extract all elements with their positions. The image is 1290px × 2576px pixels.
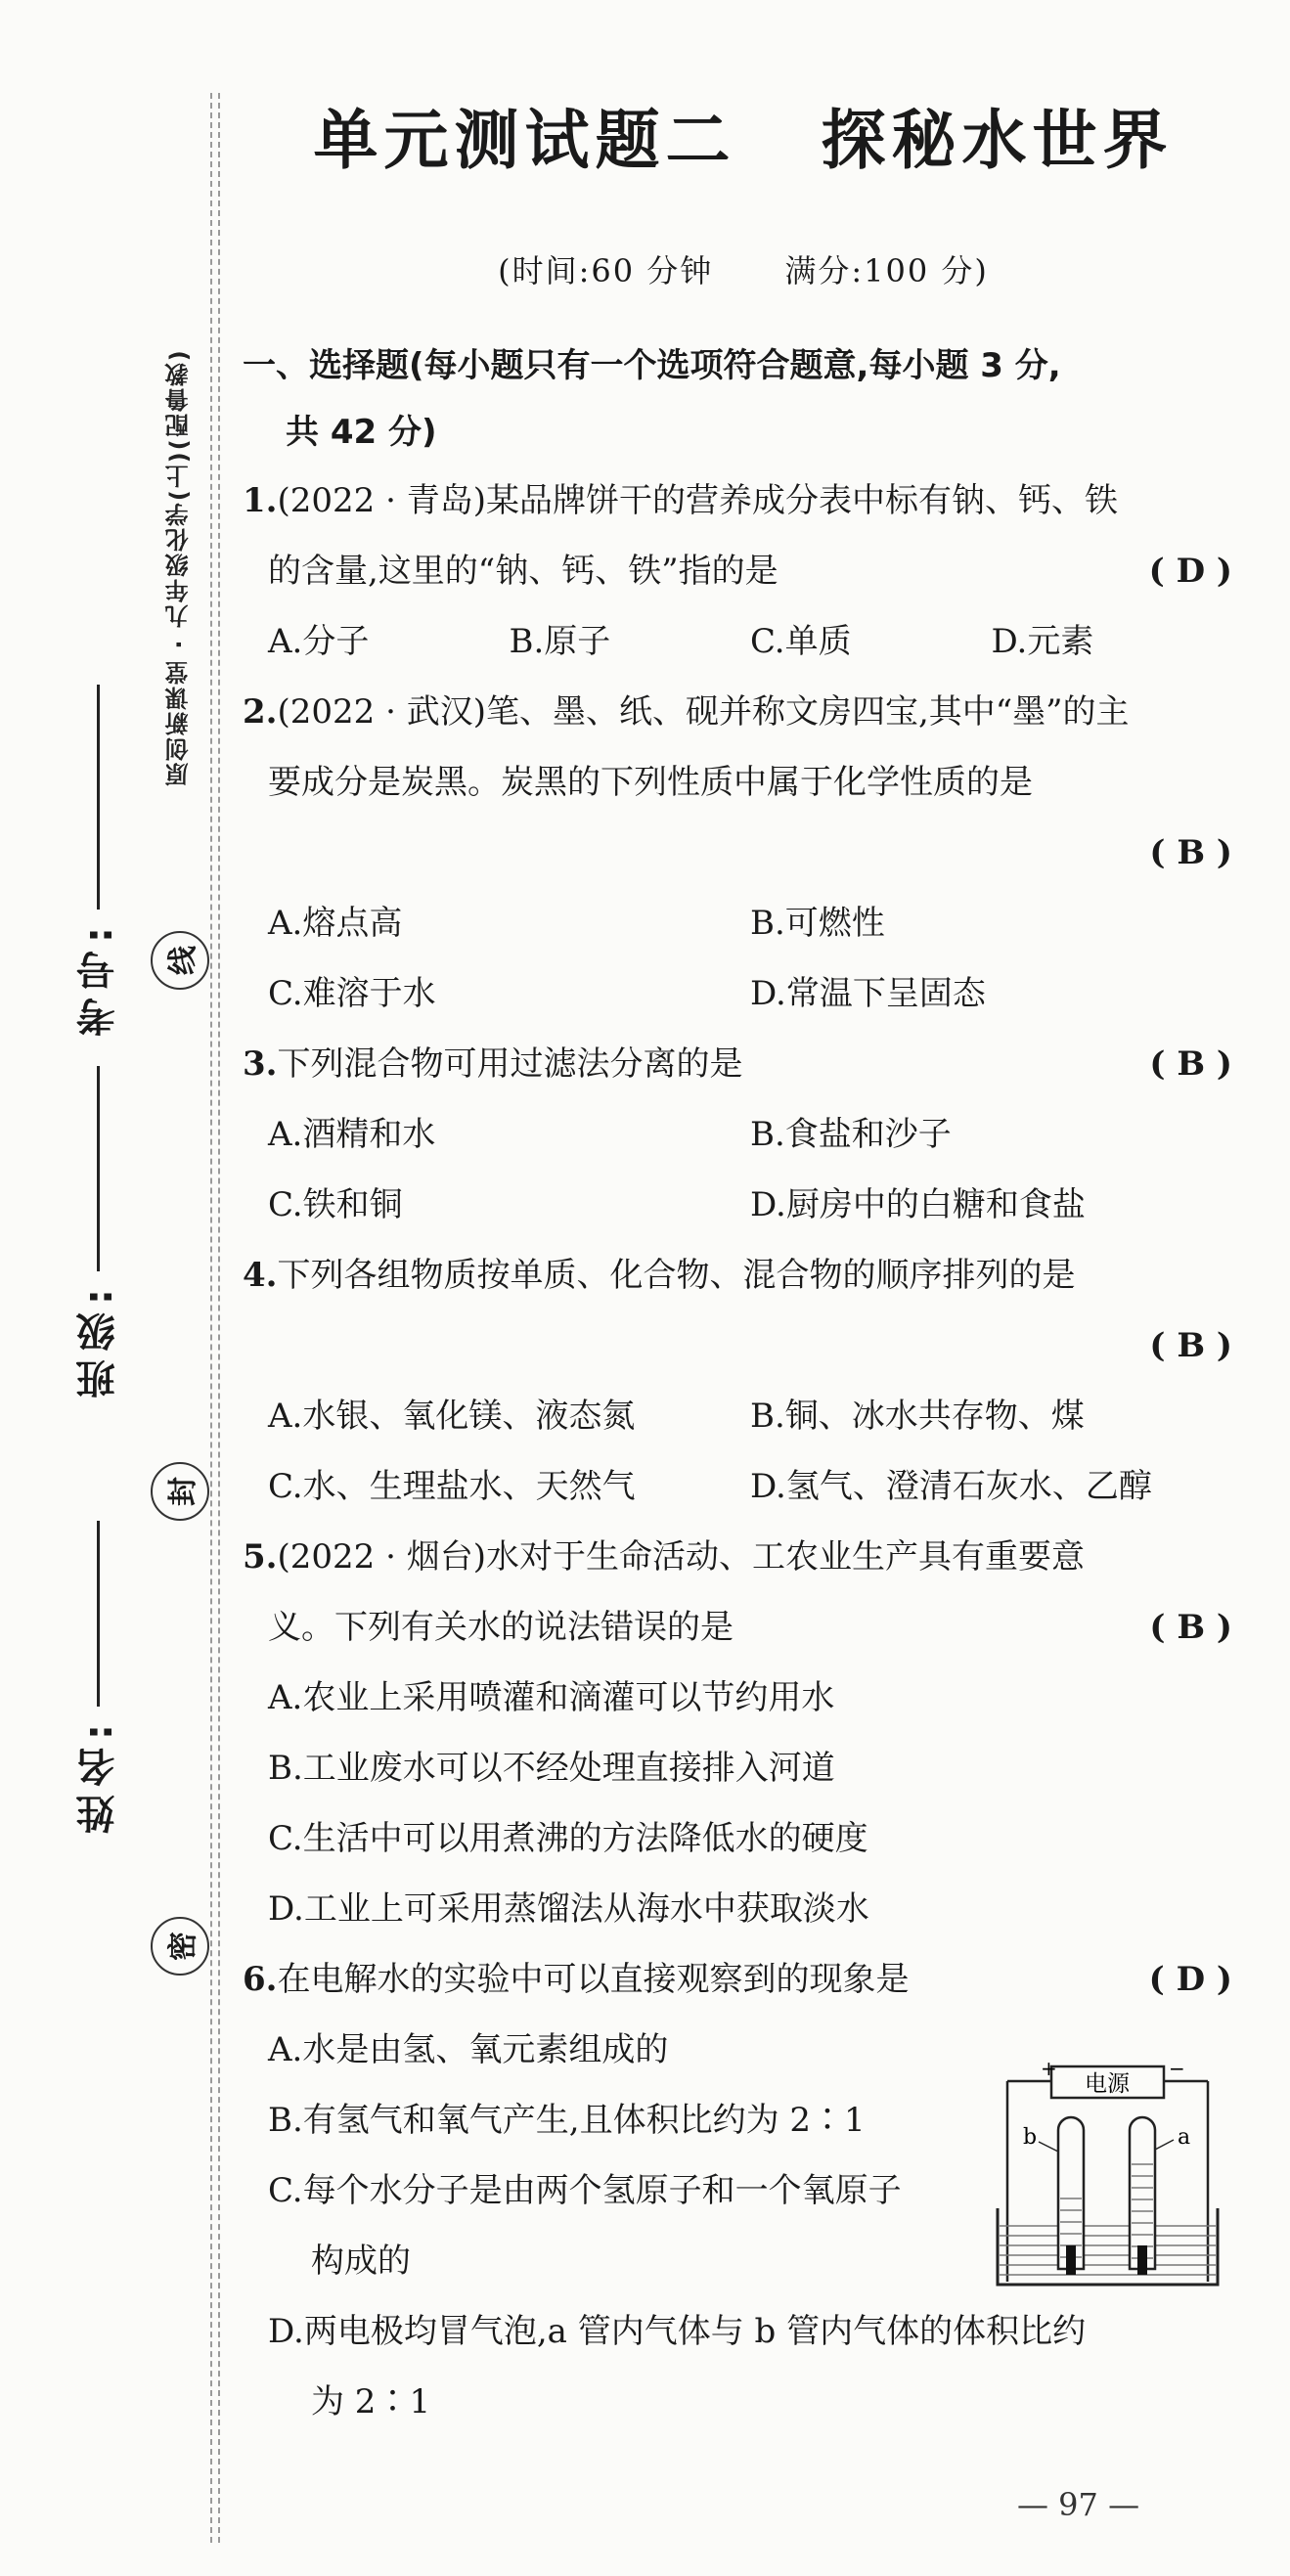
answer-mark: ( B ) — [1149, 1608, 1232, 1647]
page-number: — 97 — — [1017, 2486, 1140, 2523]
answer-mark: ( B ) — [1149, 1326, 1232, 1365]
question-4 — [243, 1240, 1232, 1522]
section-heading-line1: 一、选择题(每小题只有一个选项符合题意,每小题 3 分, — [243, 346, 1061, 385]
positive-terminal-sign: + — [1041, 2062, 1057, 2080]
option-a: A.水是由氢、氧元素组成的 — [268, 2030, 669, 2069]
question-text: 下列各组物质按单质、化合物、混合物的顺序排列的是 — [277, 1256, 1076, 1295]
binding-dashed-line-inner — [218, 93, 220, 2543]
tube-b-label: b — [1023, 2125, 1038, 2150]
question-text: 要成分是炭黑。炭黑的下列性质中属于化学性质的是 — [268, 763, 1033, 802]
question-number: 2. — [243, 692, 278, 732]
page-title: 单元测试题二 探秘水世界 — [313, 103, 1174, 178]
question-text: 义。下列有关水的说法错误的是 — [268, 1608, 734, 1647]
option-d: D.氢气、澄清石灰水、乙醇 — [750, 1467, 1152, 1506]
power-supply-label: 电源 — [1085, 2071, 1130, 2097]
option-d: D.两电极均冒气泡,a 管内气体与 b 管内气体的体积比约 — [268, 2312, 1087, 2351]
question-text: 在电解水的实验中可以直接观察到的现象是 — [277, 1960, 910, 1999]
book-title-vertical: 原创新课堂 · 九年级化学(上)(配鲁教) — [165, 348, 193, 786]
water-trough — [998, 2208, 1218, 2285]
name-line — [97, 1521, 100, 1707]
option-d-continued: 为 2∶1 — [311, 2382, 431, 2421]
question-5 — [243, 1522, 1232, 1944]
question-1 — [243, 466, 1232, 677]
option-a: A.农业上采用喷灌和滴灌可以节约用水 — [268, 1678, 835, 1717]
question-number: 6. — [243, 1960, 278, 1999]
question-number: 4. — [243, 1256, 278, 1295]
answer-mark: ( B ) — [1149, 833, 1232, 872]
tube-a — [1130, 2117, 1155, 2275]
name-label: 姓名: — [75, 1716, 121, 1834]
question-text: 的含量,这里的“钠、钙、铁”指的是 — [268, 552, 778, 591]
section-heading — [243, 333, 1232, 466]
question-text: 下列混合物可用过滤法分离的是 — [277, 1044, 743, 1084]
tube-b — [1058, 2117, 1084, 2275]
class-label: 班级: — [75, 1281, 121, 1399]
question-number: 1. — [243, 481, 278, 520]
binding-dashed-line-outer — [210, 93, 212, 2543]
option-c: C.铁和铜 — [268, 1185, 403, 1224]
option-c-continued: 构成的 — [311, 2242, 411, 2281]
option-c: C.单质 — [750, 622, 852, 661]
option-a: A.熔点高 — [268, 904, 403, 943]
option-b: B.铜、冰水共存物、煤 — [750, 1397, 1085, 1436]
class-line — [97, 1066, 100, 1271]
option-a: A.分子 — [268, 622, 370, 661]
option-b: B.食盐和沙子 — [750, 1115, 952, 1154]
question-2 — [243, 677, 1232, 1029]
question-3 — [243, 1029, 1232, 1240]
negative-terminal-sign: − — [1169, 2062, 1185, 2080]
electrolysis-apparatus-diagram — [988, 2062, 1227, 2291]
option-c: C.水、生理盐水、天然气 — [268, 1467, 636, 1506]
section-heading-line2: 共 42 分) — [286, 413, 437, 452]
answer-mark: ( B ) — [1149, 1044, 1232, 1084]
question-text: (2022 · 武汉)笔、墨、纸、砚并称文房四宝,其中“墨”的主 — [277, 692, 1130, 732]
exam-number-line — [97, 685, 100, 910]
field-exam-number[interactable] — [68, 685, 127, 1037]
option-c: C.生活中可以用煮沸的方法降低水的硬度 — [268, 1819, 868, 1858]
exam-number-label: 考号: — [75, 919, 121, 1037]
option-b: B.工业废水可以不经处理直接排入河道 — [268, 1749, 835, 1788]
tube-a-label: a — [1178, 2125, 1191, 2150]
option-d: D.厨房中的白糖和食盐 — [750, 1185, 1086, 1224]
option-c: C.难溶于水 — [268, 974, 436, 1013]
answer-mark: ( D ) — [1148, 1960, 1232, 1999]
field-name[interactable] — [68, 1521, 127, 1834]
page-subtitle: (时间:60 分钟 满分:100 分) — [498, 252, 989, 289]
seal-feng: 封 — [151, 1462, 209, 1521]
option-a: A.水银、氧化镁、液态氮 — [268, 1397, 636, 1436]
option-b: B.原子 — [509, 622, 611, 661]
option-d: D.元素 — [991, 622, 1094, 661]
option-b: B.有氢气和氧气产生,且体积比约为 2∶1 — [268, 2101, 866, 2140]
question-text: (2022 · 青岛)某品牌饼干的营养成分表中标有钠、钙、铁 — [277, 481, 1118, 520]
question-number: 5. — [243, 1537, 278, 1577]
field-class[interactable] — [68, 1066, 127, 1399]
seal-xian: 线 — [151, 931, 209, 990]
seal-mi: 密 — [151, 1917, 209, 1976]
answer-mark: ( D ) — [1148, 552, 1232, 591]
option-c: C.每个水分子是由两个氢原子和一个氧原子 — [268, 2171, 902, 2210]
question-text: (2022 · 烟台)水对于生命活动、工农业生产具有重要意 — [277, 1537, 1085, 1577]
option-a: A.酒精和水 — [268, 1115, 436, 1154]
option-b: B.可燃性 — [750, 904, 885, 943]
option-d: D.工业上可采用蒸馏法从海水中获取淡水 — [268, 1889, 869, 1929]
question-number: 3. — [243, 1044, 278, 1084]
option-d: D.常温下呈固态 — [750, 974, 986, 1013]
